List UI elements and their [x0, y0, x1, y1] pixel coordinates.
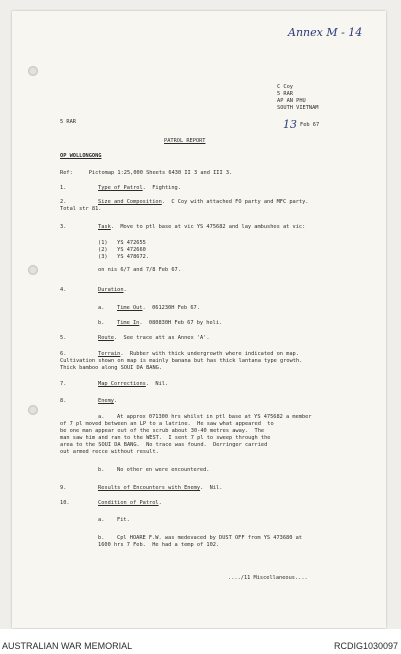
report-title: PATROL REPORT: [164, 138, 206, 144]
subpara-4b: Time In. 080830H Feb 67 by heli.: [117, 320, 223, 326]
para-number: 8.: [60, 398, 67, 404]
subpara-letter: b.: [98, 535, 105, 541]
para-heading: Enemy: [98, 398, 114, 404]
para-heading: Time In: [117, 320, 140, 326]
address-line: 5 RAR: [277, 91, 293, 97]
operation-name: OP WOLLONGONG: [60, 153, 102, 159]
para-number: 1.: [60, 185, 67, 191]
para-3: Task. Move to ptl base at vic YS 475682 and lay ambushes at vic:: [98, 224, 306, 230]
subpara-letter: a.: [98, 517, 105, 523]
archive-footer: [0, 629, 401, 654]
para-text: 1600 hrs 7 Feb. He had a temp of 102.: [98, 542, 220, 548]
archive-name: AUSTRALIAN WAR MEMORIAL: [2, 641, 133, 651]
para-text: area to the SOUI DA BANG. No trace was found. Derringer carried: [60, 442, 268, 448]
para-text: Fit.: [117, 517, 130, 523]
grid-ref-item: (2) YS 472660: [98, 247, 146, 253]
para-text: Cpl HOARE F.W. was medevaced by DUST OFF from YS 473680 at: [117, 535, 302, 541]
para-heading: Terrain: [98, 351, 121, 357]
address-line: SOUTH VIETNAM: [277, 105, 319, 111]
para-number: 10.: [60, 500, 70, 506]
para-text: Thick bamboo along SOUI DA BANG.: [60, 365, 163, 371]
subpara-4a: Time Out. 061230H Feb 67.: [117, 305, 200, 311]
para-number: 2.: [60, 199, 67, 205]
para-heading: Task: [98, 224, 111, 230]
para-heading: Time Out: [117, 305, 143, 311]
subpara-letter: b.: [98, 320, 105, 326]
para-text: Cultivation shown on map is mainly banana but has thick lantana type growth.: [60, 358, 303, 364]
para-heading: Size and Composition: [98, 199, 162, 205]
para-heading: Condition of Patrol: [98, 500, 159, 506]
para-4: Duration.: [98, 287, 127, 293]
grid-ref-item: (1) YS 472655: [98, 240, 146, 246]
para-1: Type of Patrol. Fighting.: [98, 185, 181, 191]
para-number: 9.: [60, 485, 67, 491]
para-text: of 7 pl moved between an LP to a latrine. He saw what appeared to: [60, 421, 274, 427]
para-heading: Route: [98, 335, 114, 341]
para-heading: Map Corrections: [98, 381, 146, 387]
date-month-year: Feb 67: [300, 122, 320, 128]
subpara-letter: a.: [98, 305, 105, 311]
para-6: Terrain. Rubber with thick undergrowth where indicated on map.: [98, 351, 299, 357]
punch-hole: [28, 265, 38, 275]
grid-ref-item: (3) YS 478672.: [98, 254, 150, 260]
punch-hole: [28, 405, 38, 415]
para-number: 6.: [60, 351, 67, 357]
para-2: Size and Composition. C Coy with attached FO party and MFC party.: [98, 199, 309, 205]
subpara-letter: a.: [98, 414, 105, 420]
para-10: Condition of Patrol.: [98, 500, 162, 506]
address-line: AP AN PHU: [277, 98, 306, 104]
para-text: At approx 071300 hrs whilst in ptl base at YS 475682 a member: [117, 414, 312, 420]
punch-hole: [28, 66, 38, 76]
para-text: Total str 81.: [60, 206, 102, 212]
para-9: Results of Encounters with Enemy. Nil.: [98, 485, 223, 491]
record-id: RCDIG1030097: [333, 641, 398, 651]
para-text: be one man appear out of the scrub about 30-40 metres away. The: [60, 428, 265, 434]
para-heading: Duration: [98, 287, 124, 293]
para-heading: Results of Encounters with Enemy: [98, 485, 201, 491]
para-number: 3.: [60, 224, 67, 230]
handwritten-date-day: 13: [283, 118, 297, 131]
para-number: 5.: [60, 335, 67, 341]
continuation-note: ..../11 Miscellaneous....: [228, 575, 308, 581]
unit-name: 5 RAR: [60, 119, 76, 125]
subpara-letter: b.: [98, 467, 105, 473]
para-5: Route. See trace att as Annex 'A'.: [98, 335, 210, 341]
para-text: out armed recce without result.: [60, 449, 159, 455]
handwritten-annex-note: Annex M - 14: [288, 26, 363, 39]
para-number: 7.: [60, 381, 67, 387]
para-number: 4.: [60, 287, 67, 293]
para-heading: Type of Patrol: [98, 185, 143, 191]
para-text: man saw him and ran to the WEST. I sent 7 pl to sweep through the: [60, 435, 271, 441]
map-reference: Ref: Pictomap 1:25,000 Sheets 6430 II 3 and III 3.: [60, 170, 233, 176]
para-8: Enemy.: [98, 398, 118, 404]
para-text: on nis 6/7 and 7/8 Feb 67.: [98, 267, 181, 273]
para-7: Map Corrections. Nil.: [98, 381, 169, 387]
address-line: C Coy: [277, 84, 293, 90]
para-text: No other en were encountered.: [117, 467, 210, 473]
